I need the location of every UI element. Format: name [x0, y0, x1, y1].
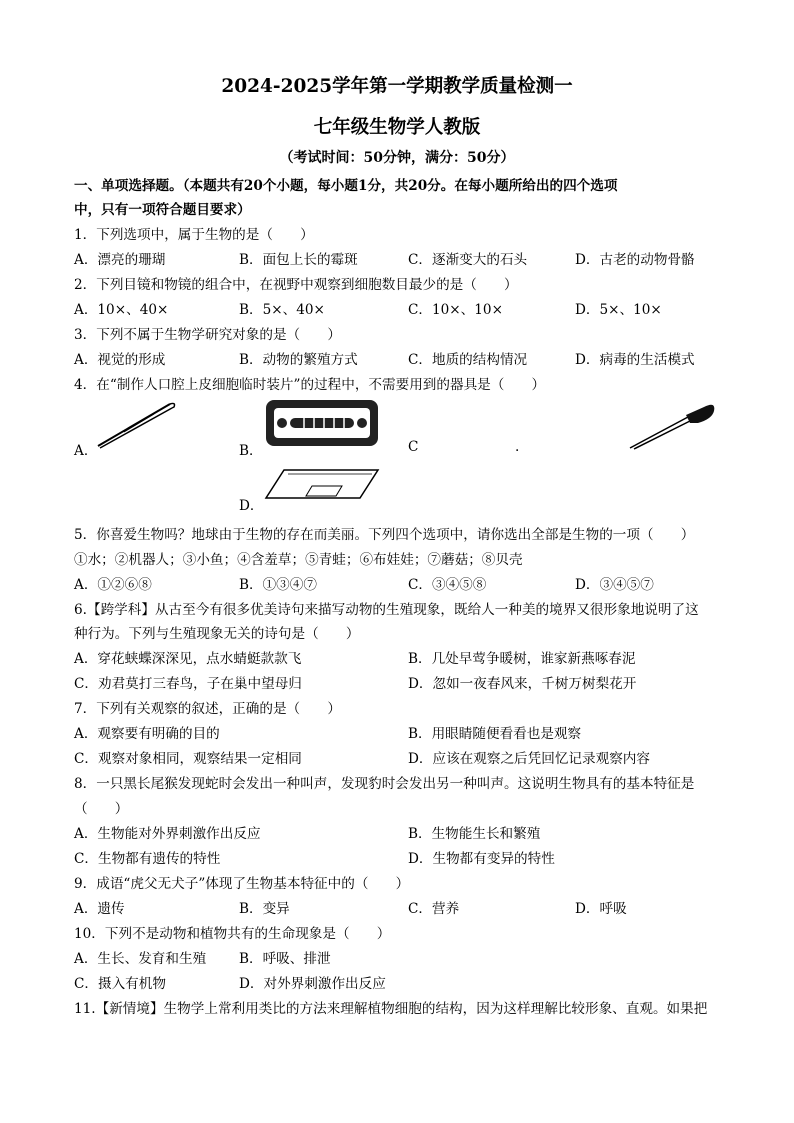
question-7-stem: 7．下列有关观察的叙述，正确的是（ ） [74, 701, 341, 717]
question-4-option-c: C [408, 439, 419, 455]
question-8-stem-line2: （ ） [74, 801, 129, 817]
question-5-option-a: A．①②⑥⑧ [74, 577, 152, 593]
question-9-option-b: B．变异 [239, 901, 290, 917]
question-5-option-c: C．③④⑤⑧ [408, 577, 487, 593]
exam-subtitle: 七年级生物学人教版 [313, 117, 481, 138]
question-10-option-b: B．呼吸、排泄 [239, 951, 331, 967]
question-9-stem: 9．成语“虎父无犬子”体现了生物基本特征中的（ ） [74, 876, 410, 892]
question-10-option-a: A．生长、发育和生殖 [74, 951, 207, 967]
question-8-option-c: C．生物都有遗传的特性 [74, 851, 221, 867]
razor-blade-icon [264, 398, 380, 448]
question-7-option-b: B．用眼睛随便看看也是观察 [408, 726, 582, 742]
question-6-stem-line2: 种行为。下列与生殖现象无关的诗句是（ ） [74, 626, 360, 642]
question-8-option-b: B．生物能生长和繁殖 [408, 826, 541, 842]
dropper-icon [626, 401, 718, 451]
question-4-option-c-dot: . [515, 439, 520, 455]
section-heading-line1: 一、单项选择题。（本题共有20个小题，每小题1分，共20分。在每小题所给出的四个选项 [74, 178, 618, 194]
question-3-option-d: D．病毒的生活模式 [575, 352, 695, 368]
question-7-option-d: D．应该在观察之后凭回忆记录观察内容 [408, 751, 650, 767]
question-11-stem: 11.【新情境】生物学上常利用类比的方法来理解植物细胞的结构，因为这样理解比较形象、直观。如果把 [74, 1001, 708, 1017]
question-10-stem: 10．下列不是动物和植物共有的生命现象是（ ） [74, 926, 391, 942]
tweezers-icon [94, 398, 178, 450]
question-1-option-c: C．逐渐变大的石头 [408, 252, 528, 268]
question-9-option-c: C．营养 [408, 901, 460, 917]
question-3-option-b: B．动物的繁殖方式 [239, 352, 358, 368]
question-8-stem-line1: 8．一只黑长尾猴发现蛇时会发出一种叫声，发现豹时会发出另一种叫声。这说明生物具有的基本特征是 [74, 776, 695, 792]
question-1-option-d: D．古老的动物骨骼 [575, 252, 695, 268]
section-heading-line2: 中，只有一项符合题目要求） [74, 202, 251, 218]
question-9-option-d: D．呼吸 [575, 901, 627, 917]
question-4-option-a: A． [74, 443, 98, 459]
question-2-option-a: A．10×、40× [74, 302, 169, 318]
question-3-stem: 3．下列不属于生物学研究对象的是（ ） [74, 327, 341, 343]
question-1-option-b: B．面包上长的霉斑 [239, 252, 358, 268]
question-7-option-c: C．观察对象相同，观察结果一定相同 [74, 751, 302, 767]
exam-title: 2024-2025学年第一学期教学质量检测一 [221, 76, 573, 97]
question-10-option-d: D．对外界刺激作出反应 [239, 976, 386, 992]
question-6-stem-line1: 6.【跨学科】从古至今有很多优美诗句来描写动物的生殖现象，既给人一种美的境界又很形象地说明了这 [74, 602, 699, 618]
question-2-option-b: B．5×、40× [239, 302, 325, 318]
question-5-stem: 5．你喜爱生物吗？地球由于生物的存在而美丽。下列四个选项中，请你选出全部是生物的一项（ ） [74, 527, 695, 543]
question-3-option-a: A．视觉的形成 [74, 352, 166, 368]
question-5-option-d: D．③④⑤⑦ [575, 577, 654, 593]
question-6-option-a: A．穿花蛱蝶深深见，点水蜻蜓款款飞 [74, 651, 302, 667]
question-6-option-d: D．忽如一夜春风来，千树万树梨花开 [408, 676, 637, 692]
question-10-option-c: C．摄入有机物 [74, 976, 166, 992]
question-9-option-a: A．遗传 [74, 901, 125, 917]
question-6-option-c: C．劝君莫打三春鸟，子在巢中望母归 [74, 676, 302, 692]
question-6-option-b: B．几处早莺争暖树，谁家新燕啄春泥 [408, 651, 636, 667]
question-5-list: ①水；②机器人；③小鱼；④含羞草；⑤青蛙；⑥布娃娃；⑦蘑菇；⑧贝壳 [74, 552, 523, 568]
exam-info: （考试时间：50分钟，满分：50分） [279, 150, 515, 166]
question-4-option-d: D． [239, 498, 264, 514]
question-8-option-a: A．生物能对外界刺激作出反应 [74, 826, 261, 842]
question-1-option-a: A．漂亮的珊瑚 [74, 252, 166, 268]
question-2-option-d: D．5×、10× [575, 302, 662, 318]
question-2-stem: 2．下列目镜和物镜的组合中，在视野中观察到细胞数目最少的是（ ） [74, 277, 518, 293]
glass-slide-icon [262, 466, 382, 502]
question-2-option-c: C．10×、10× [408, 302, 503, 318]
question-1-stem: 1．下列选项中，属于生物的是（ ） [74, 227, 314, 243]
question-3-option-c: C．地质的结构情况 [408, 352, 528, 368]
question-8-option-d: D．生物都有变异的特性 [408, 851, 555, 867]
question-7-option-a: A．观察要有明确的目的 [74, 726, 220, 742]
question-5-option-b: B．①③④⑦ [239, 577, 317, 593]
question-4-stem: 4．在“制作人口腔上皮细胞临时装片”的过程中，不需要用到的器具是（ ） [74, 377, 546, 393]
question-4-option-b: B． [239, 443, 263, 459]
